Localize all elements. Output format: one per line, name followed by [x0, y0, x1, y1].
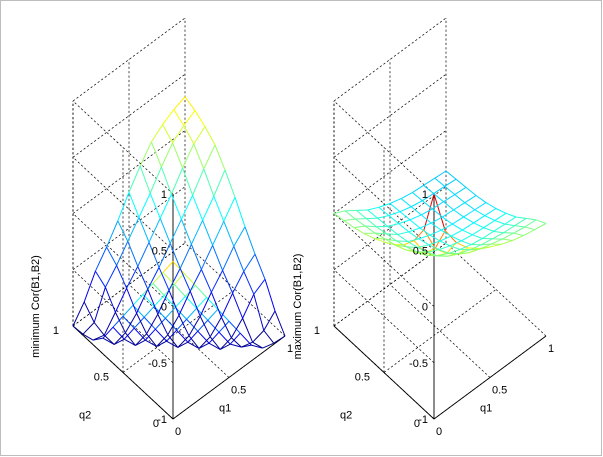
mesh-segment [140, 166, 150, 193]
mesh-segment [125, 313, 136, 333]
mesh-segment [401, 199, 411, 207]
mesh-segment [484, 220, 495, 227]
max-correlation-surface-plot [301, 1, 603, 457]
mesh-segment [223, 246, 234, 270]
mesh-segment [73, 302, 84, 326]
mesh-segment [215, 145, 225, 170]
min-correlation-surface-plot [1, 1, 301, 457]
mesh-segment [435, 171, 446, 178]
mesh-segment [441, 224, 452, 230]
mesh-segment [366, 219, 376, 227]
mesh-segment [454, 210, 464, 217]
mesh-segment [198, 331, 209, 343]
mesh-segment [465, 203, 475, 210]
mesh-segment [275, 311, 285, 336]
mesh-segment [128, 217, 139, 241]
z-tick-label: 0 [161, 302, 167, 314]
mesh-segment [173, 126, 184, 143]
mesh-segment [155, 329, 166, 341]
mesh-segment [368, 207, 379, 210]
mesh-segment [455, 187, 466, 194]
mesh-segment [190, 269, 201, 291]
mesh-segment [455, 195, 465, 203]
mesh-segment [204, 169, 214, 196]
mesh-segment [118, 192, 129, 221]
mesh-segment [183, 144, 194, 168]
mesh-segment [211, 270, 222, 292]
mesh-segment [355, 219, 365, 226]
mesh-segment [174, 110, 184, 126]
mesh-segment [234, 246, 244, 271]
mesh-segment [462, 223, 473, 230]
mesh-segment [431, 217, 442, 223]
mesh-segment [524, 230, 535, 236]
mesh-segment [435, 178, 445, 186]
mesh-segment [461, 241, 471, 245]
mesh-segment [485, 209, 496, 216]
mesh-segment [95, 247, 106, 271]
mesh-segment [219, 332, 230, 344]
mesh-segment [214, 170, 225, 196]
mesh-segment [203, 220, 213, 245]
x-tick-label: 1 [287, 343, 293, 355]
mesh-segment [195, 285, 206, 297]
mesh-segment [264, 311, 275, 331]
mesh-segment [466, 187, 476, 195]
mesh-segment [107, 221, 118, 247]
mesh-segment [452, 224, 462, 230]
mesh-segment [243, 294, 254, 318]
mesh-segment [434, 194, 445, 231]
mesh-segment [195, 111, 205, 127]
mesh-segment [461, 235, 472, 241]
mesh-segment [512, 236, 523, 241]
mesh-segment [444, 202, 454, 210]
mesh-segment [183, 168, 193, 195]
mesh-segment [265, 279, 275, 311]
mesh-segment [138, 266, 148, 289]
mesh-segment [245, 227, 255, 254]
mesh-segment [388, 224, 399, 227]
y-tick-label: 1 [314, 325, 320, 337]
z-tick-label: 1 [161, 189, 167, 201]
mesh-segment [420, 228, 430, 235]
mesh-segment [456, 179, 466, 187]
mesh-segment [107, 247, 117, 265]
mesh-segment [184, 111, 195, 126]
mesh-segment [444, 195, 455, 202]
mesh-segment [173, 143, 183, 168]
mesh-segment [449, 249, 460, 253]
z-tick-label: -1 [157, 414, 167, 426]
mesh-segment [118, 221, 128, 242]
mesh-segment [410, 220, 420, 228]
mesh-segment [368, 210, 378, 218]
mesh-segment [474, 216, 485, 223]
mesh-segment [161, 143, 172, 167]
mesh-segment [160, 218, 170, 243]
mesh-segment [506, 213, 516, 217]
mesh-segment [474, 223, 484, 228]
mesh-segment [476, 196, 486, 203]
mesh-segment [464, 217, 474, 223]
mesh-segment [125, 333, 135, 346]
mesh-segment [442, 217, 452, 224]
mesh-segment [223, 270, 233, 293]
mesh-segment [376, 227, 386, 234]
mesh-segment [94, 323, 104, 336]
mesh-segment [144, 306, 154, 317]
floor-grid [390, 285, 490, 378]
mesh-segment [400, 212, 410, 220]
z-tick-label: -0.5 [148, 358, 167, 370]
mesh-segment [504, 226, 515, 233]
mesh-segment [446, 171, 456, 179]
mesh-segment [505, 224, 515, 225]
mesh-segment [253, 331, 264, 343]
mesh-segment [486, 203, 496, 209]
mesh-segment [150, 193, 160, 218]
mesh-segment [113, 327, 124, 339]
mesh-segment [378, 218, 388, 226]
mesh-segment [475, 203, 486, 210]
mesh-segment [234, 227, 245, 247]
mesh-segment [496, 209, 506, 214]
mesh-segment [84, 271, 95, 302]
mesh-segment [515, 218, 526, 225]
mesh-segment [180, 268, 190, 291]
mesh-segment [494, 231, 504, 232]
mesh-segment [401, 193, 412, 199]
mesh-segment [95, 271, 105, 287]
mesh-segment [243, 318, 253, 342]
mesh-segment [386, 234, 397, 235]
z-tick-label: -0.5 [409, 358, 428, 370]
mesh-segment [451, 230, 462, 236]
mesh-segment [193, 169, 204, 195]
mesh-segment [193, 195, 203, 220]
mesh-segment [147, 314, 158, 334]
mesh-segment [389, 212, 400, 216]
y-axis-label: q2 [79, 410, 91, 422]
mesh-segment [442, 210, 453, 217]
mesh-segment [163, 125, 173, 143]
mesh-segment [264, 331, 274, 344]
mesh-segment [189, 336, 199, 349]
mesh-segment [127, 266, 138, 288]
mesh-segment [434, 186, 445, 193]
mesh-segment [430, 230, 441, 235]
mesh-segment [128, 241, 138, 266]
x-tick-label: 0.5 [492, 385, 507, 397]
mesh-segment [233, 271, 244, 293]
mesh-segment [354, 228, 364, 234]
mesh-segment [492, 233, 503, 239]
mesh-segment [213, 221, 224, 245]
mesh-segment [472, 235, 482, 239]
x-tick-label: 1 [548, 343, 554, 355]
mesh-segment [147, 334, 157, 347]
mesh-segment [454, 203, 465, 210]
mesh-segment [115, 288, 126, 312]
mesh-segment [516, 217, 526, 218]
mesh-segment [484, 228, 494, 232]
mesh-segment [177, 330, 188, 342]
mesh-segment [187, 308, 197, 319]
mesh-segment [495, 213, 506, 220]
mesh-segment [398, 232, 409, 235]
mesh-segment [390, 199, 401, 204]
mesh-segment [525, 227, 535, 230]
mesh-segment [431, 223, 441, 230]
mesh-segment [535, 224, 546, 230]
mesh-segment [194, 127, 205, 144]
mesh-segment [514, 233, 524, 236]
mesh-segment [465, 196, 476, 203]
mesh-segment [225, 170, 235, 197]
mesh-segment [139, 217, 149, 242]
mesh-segment [475, 210, 485, 216]
mesh-segment [201, 269, 211, 292]
mesh-segment [213, 245, 223, 270]
mesh-segment [214, 196, 224, 221]
mesh-segment [185, 97, 195, 111]
mesh-segment [103, 327, 113, 338]
mesh-segment [365, 226, 376, 227]
mesh-segment [94, 287, 105, 322]
mesh-segment [254, 294, 264, 330]
mesh-segment [505, 217, 516, 224]
mesh-segment [174, 97, 185, 110]
mesh-segment [180, 244, 191, 268]
mesh-segment [127, 288, 137, 313]
mesh-segment [399, 224, 409, 232]
floor-grid [384, 290, 496, 373]
mesh-segment [494, 224, 505, 231]
z-axis-label: maximum Cor(B1,B2) [292, 254, 304, 360]
mesh-segment [354, 226, 365, 228]
mesh-segment [345, 211, 355, 219]
mesh-segment [421, 209, 432, 215]
mesh-segment [203, 196, 214, 220]
z-tick-label: 0.5 [152, 245, 167, 257]
mesh-segment [191, 220, 202, 244]
mesh-segment [410, 215, 421, 220]
mesh-segment [400, 207, 411, 212]
mesh-segment [84, 302, 94, 323]
mesh-segment [502, 233, 513, 239]
mesh-segment [440, 241, 450, 246]
mesh-segment [105, 265, 116, 287]
z-tick-label: 1 [422, 189, 428, 201]
mesh-segment [205, 127, 215, 145]
mesh-segment [244, 254, 255, 271]
mesh-segment [167, 341, 178, 347]
mesh-segment [411, 207, 421, 215]
mesh-segment [495, 220, 505, 224]
z-tick-label: 0 [422, 302, 428, 314]
mesh-segment [409, 232, 419, 239]
mesh-segment [452, 217, 463, 224]
mesh-segment [235, 197, 245, 227]
mesh-segment [344, 219, 355, 221]
mesh-segment [174, 284, 185, 296]
mesh-segment [515, 226, 525, 227]
mesh-segment [209, 343, 220, 349]
mesh-segment [334, 214, 344, 221]
mesh-segment [83, 323, 94, 335]
mesh-segment [124, 339, 135, 345]
mesh-segment [151, 142, 161, 167]
mesh-segment [501, 241, 512, 245]
mesh-segment [224, 197, 235, 221]
x-axis-label: q1 [480, 403, 492, 415]
mesh-segment [439, 246, 450, 250]
mesh-segment [170, 219, 181, 243]
mesh-segment [163, 110, 174, 125]
y-tick-label: 0 [414, 418, 420, 430]
mesh-segment [462, 230, 472, 235]
mesh-segment [208, 309, 218, 320]
mesh-segment [472, 228, 483, 235]
mesh-segment [117, 265, 127, 288]
mesh-segment [274, 336, 285, 343]
mesh-segment [194, 144, 204, 169]
mesh-segment [398, 235, 408, 242]
mesh-segment [378, 215, 389, 218]
mesh-segment [151, 125, 162, 142]
mesh-segment [445, 179, 456, 186]
mesh-segment [424, 178, 435, 185]
mesh-segment [482, 231, 493, 238]
y-tick-label: 1 [53, 325, 59, 337]
mesh-segment [525, 220, 536, 227]
mesh-segment [204, 145, 215, 169]
z-tick-label: 0.5 [413, 245, 428, 257]
x-tick-label: 0 [436, 426, 442, 438]
mesh-segment [129, 166, 140, 192]
mesh-segment [221, 293, 232, 317]
y-tick-label: 0 [153, 418, 159, 430]
mesh-segment [181, 219, 191, 244]
mesh-segment [210, 317, 221, 337]
mesh-segment [419, 239, 429, 245]
mesh-segment [514, 227, 525, 233]
mesh-segment [149, 218, 160, 242]
x-tick-label: 0.5 [231, 385, 246, 397]
mesh-segment [255, 254, 265, 279]
mesh-segment [181, 195, 192, 219]
mesh-segment [105, 287, 115, 312]
mesh-segment [526, 218, 536, 219]
mesh-segment [150, 167, 161, 193]
mesh-segment [464, 210, 475, 217]
mesh-segment [244, 271, 254, 294]
mesh-segment [254, 279, 265, 294]
mesh-segment [364, 234, 374, 239]
floor-grid [446, 243, 546, 336]
mesh-segment [138, 242, 149, 266]
mesh-segment [365, 226, 375, 233]
mesh-segment [117, 241, 128, 265]
mesh-segment [140, 142, 151, 166]
mesh-segment [134, 328, 145, 340]
mesh-segment [210, 337, 220, 350]
mesh-segment [430, 235, 440, 241]
mesh-segment [388, 226, 398, 234]
y-tick-label: 0.5 [355, 372, 370, 384]
y-axis-label: q2 [340, 410, 352, 422]
mesh-segment [536, 220, 546, 224]
mesh-segment [163, 262, 173, 273]
mesh-segment [233, 293, 243, 318]
z-axis-label: minimum Cor(B1,B2) [30, 255, 42, 358]
z-tick-label: -1 [418, 414, 428, 426]
mesh-segment [224, 221, 234, 246]
x-tick-label: 0 [175, 426, 181, 438]
mesh-segment [502, 239, 512, 240]
mesh-segment [170, 243, 180, 268]
mesh-segment [491, 239, 502, 244]
mesh-segment [356, 210, 366, 218]
mesh-segment [188, 342, 199, 348]
mesh-segment [485, 216, 495, 221]
mesh-segment [201, 245, 212, 269]
mesh-segment [231, 318, 242, 338]
mesh-segment [145, 340, 156, 346]
mesh-segment [104, 312, 115, 335]
y-tick-label: 0.5 [94, 372, 109, 384]
mesh-segment [123, 305, 133, 316]
x-axis-label: q1 [219, 403, 231, 415]
mesh-segment [171, 168, 182, 194]
mesh-segment [471, 239, 482, 245]
mesh-segment [73, 326, 83, 334]
